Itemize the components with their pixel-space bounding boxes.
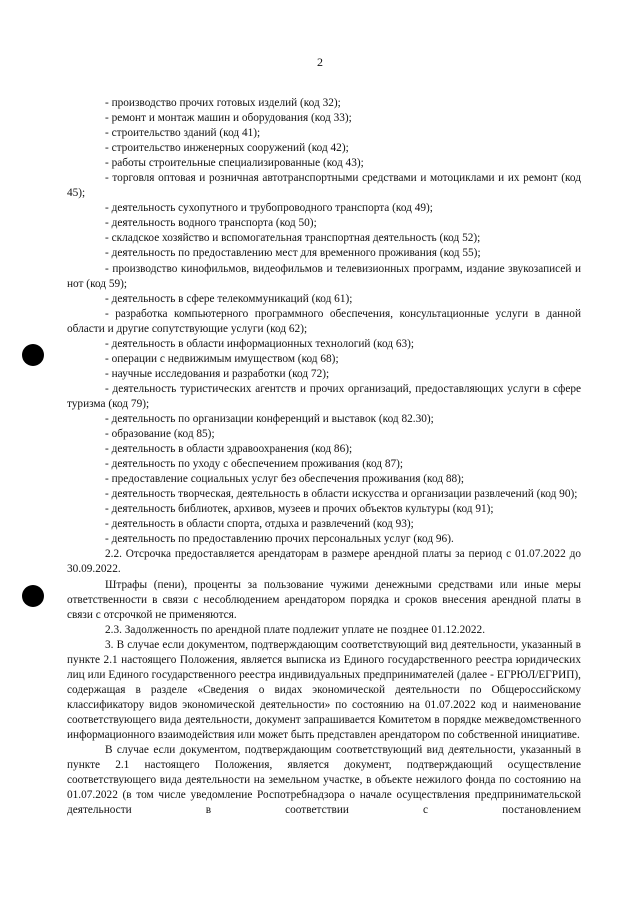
list-item: - деятельность по организации конференций и выставок (код 82.30); — [105, 412, 434, 425]
list-item: - деятельность творческая, деятельность в области искусства и организации развлечений (код 90); — [105, 488, 578, 501]
paragraph-case: В случае если документом, подтверждающим соответствующий вид деятельности, указанный в пункте 2.1 настоящего Положения, является документ, подтверждающий осуществление соответствующего вида деятельности на земельном участке, в объекте нежилого фонда по состоянию на 01.07.2022 (в том числе уведомление Роспотребнадзора о начале осуществления предпринимательской деятельности в соответствии с постановлением — [67, 744, 581, 817]
list-item: - строительство зданий (код 41); — [105, 127, 261, 140]
paragraph-3: 3. В случае если документом, подтверждающим соответствующий вид деятельности, указанный в пункте 2.1 настоящего Положения, является выписка из Единого государственного реестра юридических лиц или Единого государственного реестра индивидуальных предпринимателей (далее - ЕГРЮЛ/ЕГРИП), содержащая в разделе «Сведения о видах экономической деятельности по Общероссийскому классификатору видов экономической деятельности» по состоянию на 01.07.2022 код и наименование соответствующего вида деятельности, документ запрашивается Комитетом в порядке межведомственного информационного взаимодействия или может быть представлен арендатором по собственной инициативе. — [67, 638, 581, 741]
binder-hole-top — [22, 344, 44, 366]
list-item: - работы строительные специализированные (код 43); — [105, 157, 364, 170]
list-item: - деятельность по предоставлению мест для временного проживания (код 55); — [105, 247, 481, 260]
list-item: - деятельность в области здравоохранения (код 86); — [105, 443, 353, 456]
list-item: - деятельность по уходу с обеспечением проживания (код 87); — [105, 458, 404, 471]
list-item: - производство кинофильмов, видеофильмов и телевизионных программ, издание звукозаписей и нот (код 59); — [67, 262, 581, 290]
list-item: - деятельность туристических агентств и прочих организаций, предоставляющих услуги в сфере туризма (код 79); — [67, 382, 581, 410]
list-item: - ремонт и монтаж машин и оборудования (код 33); — [105, 112, 352, 125]
list-item: - деятельность сухопутного и трубопроводного транспорта (код 49); — [105, 202, 433, 215]
list-item: - деятельность в области спорта, отдыха и развлечений (код 93); — [105, 518, 414, 531]
paragraph-fines: Штрафы (пени), проценты за пользование чужими денежными средствами или иные меры ответственности в связи с несоблюдением арендатором порядка и сроков внесения арендной платы в связи с отсрочкой не применяются. — [67, 578, 581, 621]
paragraph-2-3: 2.3. Задолженность по арендной плате подлежит уплате не позднее 01.12.2022. — [105, 623, 486, 636]
list-item: - складское хозяйство и вспомогательная транспортная деятельность (код 52); — [105, 232, 481, 245]
list-item: - деятельность в области информационных технологий (код 63); — [105, 337, 415, 350]
list-item: - производство прочих готовых изделий (код 32); — [105, 97, 341, 109]
binder-hole-bottom — [22, 585, 44, 607]
list-item: - деятельность по предоставлению прочих персональных услуг (код 96). — [105, 533, 454, 546]
list-item: - научные исследования и разработки (код 72); — [105, 367, 330, 380]
list-item: - образование (код 85); — [105, 428, 215, 441]
document-body — [67, 96, 581, 818]
list-item: - разработка компьютерного программного обеспечения, консультационные услуги в данной области и другие сопутствующие услуги (код 62); — [67, 307, 581, 335]
list-item: - деятельность библиотек, архивов, музеев и прочих объектов культуры (код 91); — [105, 503, 494, 516]
list-item: - предоставление социальных услуг без обеспечения проживания (код 88); — [105, 473, 465, 486]
list-item: - строительство инженерных сооружений (код 42); — [105, 142, 349, 155]
list-item: - деятельность в сфере телекоммуникаций (код 61); — [105, 292, 353, 305]
paragraph-2-2: 2.2. Отсрочка предоставляется арендаторам в размере арендной платы за период с 01.07.2022 до 30.09.2022. — [67, 548, 581, 576]
list-item: - деятельность водного транспорта (код 50); — [105, 217, 317, 230]
page-number: 2 — [317, 55, 323, 69]
list-item: - операции с недвижимым имуществом (код 68); — [105, 352, 339, 365]
list-item: - торговля оптовая и розничная автотранспортными средствами и мотоциклами и их ремонт (код 45); — [67, 172, 581, 200]
